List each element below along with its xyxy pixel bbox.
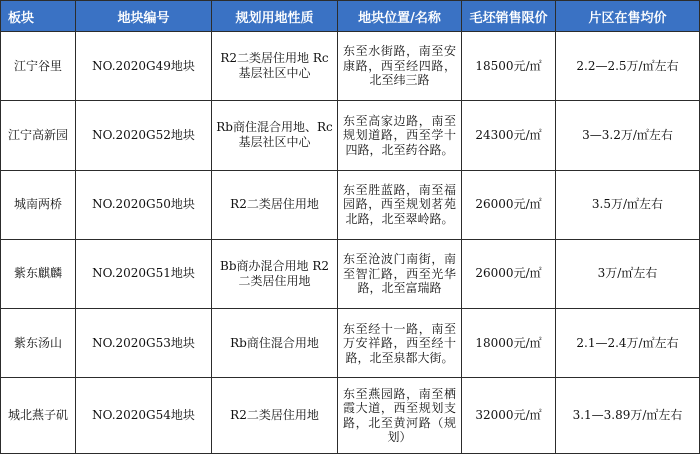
table-row (1, 101, 700, 170)
cell-parcel-code: NO.2020G54地块 (76, 378, 212, 454)
cell-location: 东至胜蓝路，南至福园路，西至规划茗苑北路，北至翠岭路。 (338, 170, 462, 239)
header-location: 地块位置/名称 (338, 1, 462, 32)
header-parcel-code: 地块编号 (76, 1, 212, 32)
table-row (1, 170, 700, 239)
header-block: 板块 (1, 1, 76, 32)
table-row (1, 378, 700, 454)
table-row (1, 239, 700, 308)
table-row (1, 309, 700, 378)
cell-area-avg-price: 2.1—2.4万/㎡左右 (556, 309, 700, 378)
cell-land-use: Rb商住混合用地 (212, 309, 338, 378)
cell-area-avg-price: 3—3.2万/㎡左右 (556, 101, 700, 170)
cell-area-avg-price: 3万/㎡左右 (556, 239, 700, 308)
cell-land-use: Bb商办混合用地 R2二类居住用地 (212, 239, 338, 308)
cell-price-limit: 18000元/㎡ (462, 309, 556, 378)
cell-location: 东至经十一路，南至万安祥路，西至经十路，北至泉都大街。 (338, 309, 462, 378)
cell-location: 东至高家边路，南至规划道路，西至学十四路，北至药谷路。 (338, 101, 462, 170)
cell-price-limit: 24300元/㎡ (462, 101, 556, 170)
cell-land-use: Rb商住混合用地、Rc基层社区中心 (212, 101, 338, 170)
cell-price-limit: 18500元/㎡ (462, 32, 556, 101)
cell-price-limit: 26000元/㎡ (462, 170, 556, 239)
cell-block: 江宁谷里 (1, 32, 76, 101)
header-land-use: 规划用地性质 (212, 1, 338, 32)
header-area-avg-price: 片区在售均价 (556, 1, 700, 32)
cell-area-avg-price: 3.5万/㎡左右 (556, 170, 700, 239)
cell-block: 紫东汤山 (1, 309, 76, 378)
cell-land-use: R2二类居住用地 (212, 170, 338, 239)
cell-area-avg-price: 2.2—2.5万/㎡左右 (556, 32, 700, 101)
cell-block: 城北燕子矶 (1, 378, 76, 454)
table-row (1, 32, 700, 101)
cell-land-use: R2二类居住用地 (212, 378, 338, 454)
cell-location: 东至水街路，南至安康路，西至经四路，北至纬三路 (338, 32, 462, 101)
cell-price-limit: 26000元/㎡ (462, 239, 556, 308)
cell-parcel-code: NO.2020G53地块 (76, 309, 212, 378)
cell-parcel-code: NO.2020G51地块 (76, 239, 212, 308)
cell-parcel-code: NO.2020G52地块 (76, 101, 212, 170)
header-price-limit: 毛坯销售限价 (462, 1, 556, 32)
cell-location: 东至燕园路，南至栖霞大道，西至规划支路，北至黄河路（规划） (338, 378, 462, 454)
cell-block: 紫东麒麟 (1, 239, 76, 308)
cell-location: 东至沧波门南街，南至智汇路，西至光华路，北至富瑞路 (338, 239, 462, 308)
cell-area-avg-price: 3.1—3.89万/㎡左右 (556, 378, 700, 454)
cell-block: 城南两桥 (1, 170, 76, 239)
cell-parcel-code: NO.2020G49地块 (76, 32, 212, 101)
cell-land-use: R2二类居住用地 Rc基层社区中心 (212, 32, 338, 101)
table-header-row (1, 1, 700, 32)
cell-block: 江宁高新园 (1, 101, 76, 170)
cell-parcel-code: NO.2020G50地块 (76, 170, 212, 239)
cell-price-limit: 32000元/㎡ (462, 378, 556, 454)
